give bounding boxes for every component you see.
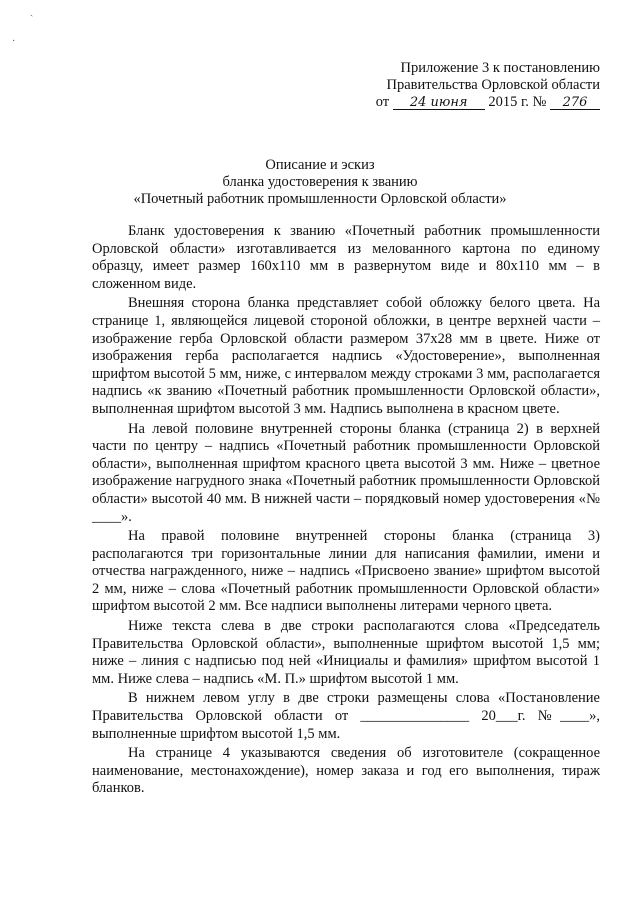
scan-mark: ˏ — [30, 6, 34, 17]
appendix-date-line — [340, 94, 600, 111]
paragraph: На странице 4 указываются сведения об изготовителе (сокращенное наименование, местонахождение), номер заказа и год его выполнения, тираж бланков. — [92, 745, 600, 797]
appendix-line-1: Приложение 3 к постановлению — [400, 60, 600, 76]
handwritten-date: 24 июня — [393, 96, 485, 110]
title-line-3: «Почетный работник промышленности Орловской области» — [133, 191, 507, 207]
appendix-header — [340, 60, 600, 111]
scan-mark: · — [12, 36, 16, 47]
handwritten-number: 276 — [550, 96, 600, 110]
paragraph: Внешняя сторона бланка представляет собой обложку белого цвета. На странице 1, являющейся лицевой стороной обложки, в центре верхней части – изображение герба Орловской области размером 37х28 мм в цвете. Ниже от изображения герба располагается надпись «Удостоверение», выполненная шрифтом высотой 5 мм, ниже, с интервалом между строками 3 мм, располагается надпись «к званию «Почетный работник промышленности Орловской области», выполненная шрифтом высотой 3 мм. Надпись выполнена в красном цвете. — [92, 295, 600, 417]
title-line-2: бланка удостоверения к званию — [222, 174, 418, 190]
paragraph: На левой половине внутренней стороны бланка (страница 2) в верхней части по центру – надпись «Почетный работник промышленности Орловской области», выполненная шрифтом красного цвета высотой 3 мм. Ниже – цветное изображение нагрудного знака «Почетный работник промышленности Орловской области» высотой 40 мм. В нижней части – порядковый номер удостоверения «№ ____». — [92, 420, 600, 525]
paragraph: Ниже текста слева в две строки располагаются слова «Председатель Правительства Орловской области», выполненные шрифтом высотой 1,5 мм; ниже – линия с надписью под ней «Инициалы и фамилия» шрифтом высотой 1 мм. Ниже слева – надпись «М. П.» шрифтом высотой 1 мм. — [92, 618, 600, 687]
paragraph: В нижнем левом углу в две строки размещены слова «Постановление Правительства Орловской области от _______________ 20___г. №____», выполненные шрифтом высотой 1,5 мм. — [92, 690, 600, 742]
year-text: 2015 г. № — [488, 94, 547, 110]
document-title — [60, 157, 580, 208]
document-body — [92, 223, 600, 800]
paragraph: На правой половине внутренней стороны бланка (страница 3) располагаются три горизонтальные линии для написания фамилии, имени и отчества награжденного, ниже – надпись «Присвоено звание» шрифтом высотой 2 мм, ниже – слова «Почетный работник промышленности Орловской области» шрифтом высотой 2 мм. Все надписи выполнены литерами черного цвета. — [92, 528, 600, 615]
title-line-1: Описание и эскиз — [265, 157, 375, 173]
date-prefix: от — [375, 94, 390, 110]
appendix-line-2: Правительства Орловской области — [386, 77, 600, 93]
paragraph: Бланк удостоверения к званию «Почетный работник промышленности Орловской области» изготавливается из мелованного картона по единому образцу, имеет размер 160х110 мм в развернутом виде и 80х110 мм – в сложенном виде. — [92, 223, 600, 292]
